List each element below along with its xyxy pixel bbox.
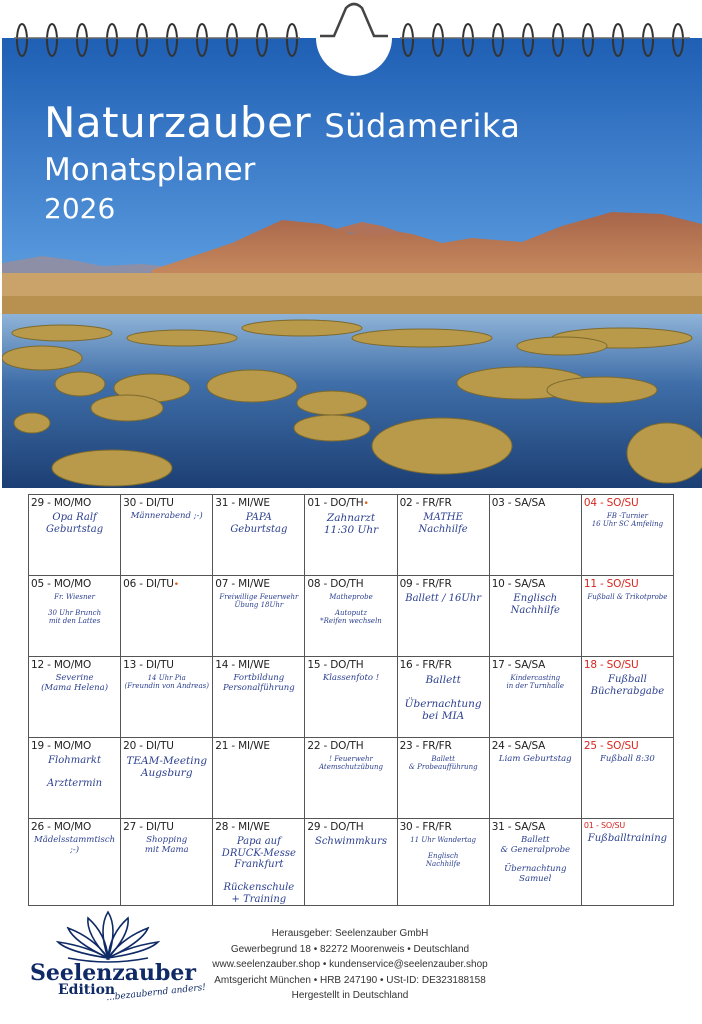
day-cell[interactable]	[581, 738, 673, 819]
day-cell[interactable]	[29, 495, 121, 576]
week-row	[29, 819, 674, 906]
day-label-text: 18 - SO/SU	[583, 659, 639, 671]
day-label-text: 10 - SA/SA	[491, 578, 546, 590]
day-label	[121, 819, 212, 833]
day-label-text: 09 - FR/FR	[399, 578, 452, 590]
day-label-text: 13 - DI/TU	[123, 659, 174, 671]
day-label	[582, 738, 673, 752]
day-cell[interactable]	[29, 576, 121, 657]
title-main: Naturzauber	[44, 98, 312, 147]
day-label	[490, 819, 581, 833]
day-label	[29, 738, 120, 752]
event-dot-icon: •	[173, 580, 179, 590]
day-label	[305, 819, 396, 833]
day-label	[490, 738, 581, 752]
day-label	[582, 819, 673, 830]
day-cell[interactable]	[581, 657, 673, 738]
day-cell[interactable]	[305, 657, 397, 738]
brand-slogan: ...bezaubernd anders!	[105, 982, 207, 1004]
week-row	[29, 495, 674, 576]
day-label	[29, 495, 120, 509]
brand-name: Seelenzauber	[30, 960, 196, 986]
day-cell[interactable]	[397, 576, 489, 657]
handwritten-note: 14 Uhr Pia (Freundin von Andreas)	[124, 674, 209, 691]
day-label-text: 26 - MO/MO	[31, 821, 92, 833]
week-row	[29, 576, 674, 657]
day-label-text: 28 - MI/WE	[215, 821, 270, 833]
handwritten-note: Mädelsstammtisch ;-)	[34, 835, 116, 855]
day-label	[305, 738, 396, 752]
day-label-text: 03 - SA/SA	[491, 497, 546, 509]
day-label-text: 25 - SO/SU	[583, 740, 639, 752]
day-cell[interactable]	[397, 738, 489, 819]
day-label	[121, 657, 212, 671]
day-cell[interactable]	[397, 819, 489, 906]
day-cell[interactable]	[213, 657, 305, 738]
day-label-text: 11 - SO/SU	[583, 578, 639, 590]
handwritten-note: Fußball 8:30	[600, 754, 655, 764]
imprint-address: Gewerbegrund 18 • 82272 Moorenweis • Deutschland	[230, 943, 470, 955]
day-label-text: 02 - FR/FR	[399, 497, 452, 509]
day-cell[interactable]	[581, 576, 673, 657]
day-cell[interactable]	[121, 738, 213, 819]
day-cell[interactable]	[213, 576, 305, 657]
day-label-text: 17 - SA/SA	[491, 659, 546, 671]
imprint	[180, 926, 520, 1004]
day-label-text: 21 - MI/WE	[215, 740, 270, 752]
day-label	[490, 657, 581, 671]
day-label-text: 19 - MO/MO	[31, 740, 92, 752]
handwritten-note: Fr. Wiesner 30 Uhr Brunch mit den Lattes	[48, 593, 102, 626]
day-cell[interactable]	[213, 819, 305, 906]
handwritten-note: Freiwillige Feuerwehr Übung 18Uhr	[219, 593, 299, 610]
cover-subtitle: Monatsplaner	[44, 152, 256, 188]
day-label	[121, 738, 212, 752]
day-cell[interactable]	[305, 495, 397, 576]
title-region: Südamerika	[324, 107, 521, 145]
day-label-text: 22 - DO/TH	[307, 740, 364, 752]
day-label-text: 01 - SO/SU	[583, 821, 626, 830]
day-label	[398, 738, 489, 752]
day-label-text: 06 - DI/TU	[123, 578, 174, 590]
handwritten-note: ! Feuerwehr Atemschutzübung	[318, 755, 384, 772]
handwritten-note: Schwimmkurs	[314, 836, 387, 847]
handwritten-note: Fortbildung Personalführung	[222, 673, 295, 693]
day-cell[interactable]	[305, 576, 397, 657]
day-cell[interactable]	[121, 495, 213, 576]
day-label-text: 14 - MI/WE	[215, 659, 270, 671]
month-grid	[28, 494, 674, 906]
day-label-text: 29 - MO/MO	[31, 497, 92, 509]
day-label	[121, 576, 212, 590]
day-label-text: 31 - SA/SA	[491, 821, 546, 833]
event-dot-icon: •	[363, 499, 369, 509]
day-label-text: 08 - DO/TH	[307, 578, 364, 590]
handwritten-note: Flohmarkt Arzttermin	[47, 755, 103, 789]
hanger-hook	[314, 0, 394, 78]
day-cell[interactable]	[213, 738, 305, 819]
week-row	[29, 657, 674, 738]
day-cell[interactable]	[489, 738, 581, 819]
brand-edition: Edition	[58, 982, 116, 998]
day-label	[398, 495, 489, 509]
handwritten-note: Fußball & Trikotprobe	[587, 593, 668, 601]
handwritten-note	[213, 752, 304, 755]
day-cell[interactable]	[397, 495, 489, 576]
day-label	[582, 657, 673, 671]
day-label-text: 16 - FR/FR	[399, 659, 452, 671]
day-cell[interactable]	[489, 576, 581, 657]
handwritten-note: Severine (Mama Helena)	[41, 673, 109, 693]
handwritten-note: Fußball Bücherabgabe	[590, 674, 665, 697]
day-label	[213, 495, 304, 509]
day-label-text: 15 - DO/TH	[307, 659, 364, 671]
day-label	[582, 576, 673, 590]
handwritten-note	[121, 590, 212, 593]
handwritten-note: Ballett & Generalprobe Übernachtung Samuel	[500, 835, 571, 885]
day-label-text: 31 - MI/WE	[215, 497, 270, 509]
day-cell[interactable]	[581, 495, 673, 576]
day-label	[213, 657, 304, 671]
day-label	[29, 819, 120, 833]
handwritten-note: Klassenfoto !	[322, 673, 380, 683]
handwritten-note: PAPA Geburtstag	[230, 512, 288, 535]
cover-title	[44, 98, 520, 147]
week-row	[29, 738, 674, 819]
handwritten-note: FB -Turnier 16 Uhr SC Amfeling	[591, 512, 664, 529]
day-label	[305, 576, 396, 590]
day-label-text: 24 - SA/SA	[491, 740, 546, 752]
day-label-text: 23 - FR/FR	[399, 740, 452, 752]
handwritten-note: Englisch Nachhilfe	[510, 593, 560, 616]
handwritten-note: Liam Geburtstag	[498, 754, 572, 764]
handwritten-note: Matheprobe Autoputz *Reifen wechseln	[320, 593, 382, 626]
handwritten-note: Papa auf DRUCK-Messe Frankfurt Rückenschule + Training	[221, 836, 296, 905]
handwritten-note: Shopping mit Mama	[144, 835, 189, 855]
day-cell[interactable]	[489, 819, 581, 906]
day-label-text: 27 - DI/TU	[123, 821, 174, 833]
handwritten-note: Fußballtraining	[587, 833, 668, 844]
day-label	[398, 819, 489, 833]
handwritten-note	[490, 509, 581, 512]
handwritten-note: Ballett & Probeaufführung	[408, 755, 478, 772]
day-label	[398, 657, 489, 671]
day-label	[582, 495, 673, 509]
day-label-text: 29 - DO/TH	[307, 821, 364, 833]
day-label-text: 12 - MO/MO	[31, 659, 92, 671]
day-cell[interactable]	[489, 495, 581, 576]
day-cell[interactable]	[29, 657, 121, 738]
imprint-made-in: Hergestellt in Deutschland	[291, 990, 409, 1001]
day-label-text: 04 - SO/SU	[583, 497, 639, 509]
day-label	[213, 576, 304, 590]
day-label	[305, 495, 396, 509]
day-cell[interactable]	[121, 657, 213, 738]
day-cell[interactable]	[121, 576, 213, 657]
day-label	[490, 576, 581, 590]
handwritten-note: Opa Ralf Geburtstag	[46, 512, 104, 535]
handwritten-note: Ballett / 16Uhr	[405, 593, 482, 604]
handwritten-note: Zahnarzt 11:30 Uhr	[323, 512, 379, 537]
day-label	[305, 657, 396, 671]
day-label	[29, 657, 120, 671]
handwritten-note: Kindercasting in der Turnhalle	[506, 674, 565, 691]
day-cell[interactable]	[121, 819, 213, 906]
handwritten-note: TEAM-Meeting Augsburg	[126, 755, 208, 780]
cover-year: 2026	[44, 192, 116, 225]
day-label	[398, 576, 489, 590]
day-label	[213, 819, 304, 833]
day-label-text: 01 - DO/TH	[307, 497, 364, 509]
day-cell[interactable]	[213, 495, 305, 576]
handwritten-note: MATHE Nachhilfe	[418, 512, 468, 535]
day-label-text: 30 - FR/FR	[399, 821, 452, 833]
day-cell[interactable]	[305, 738, 397, 819]
day-cell[interactable]	[581, 819, 673, 906]
day-label	[490, 495, 581, 509]
imprint-publisher: Herausgeber: Seelenzauber GmbH	[271, 928, 429, 939]
imprint-register: Amtsgericht München • HRB 247190 • USt-ID: DE323188158	[214, 974, 486, 986]
day-cell[interactable]	[305, 819, 397, 906]
day-cell[interactable]	[29, 738, 121, 819]
day-label-text: 30 - DI/TU	[123, 497, 174, 509]
day-label-text: 20 - DI/TU	[123, 740, 174, 752]
handwritten-note: Männerabend ;-)	[130, 511, 203, 521]
day-label	[121, 495, 212, 509]
imprint-web: www.seelenzauber.shop • kundenservice@seelenzauber.shop	[212, 959, 488, 970]
day-label-text: 05 - MO/MO	[31, 578, 92, 590]
day-label	[213, 738, 304, 752]
day-cell[interactable]	[29, 819, 121, 906]
day-cell[interactable]	[489, 657, 581, 738]
day-label	[29, 576, 120, 590]
handwritten-note: Ballett Übernachtung bei MIA	[404, 674, 482, 723]
handwritten-note: 11 Uhr Wandertag Englisch Nachhilfe	[410, 836, 477, 869]
day-label-text: 07 - MI/WE	[215, 578, 270, 590]
day-cell[interactable]	[397, 657, 489, 738]
